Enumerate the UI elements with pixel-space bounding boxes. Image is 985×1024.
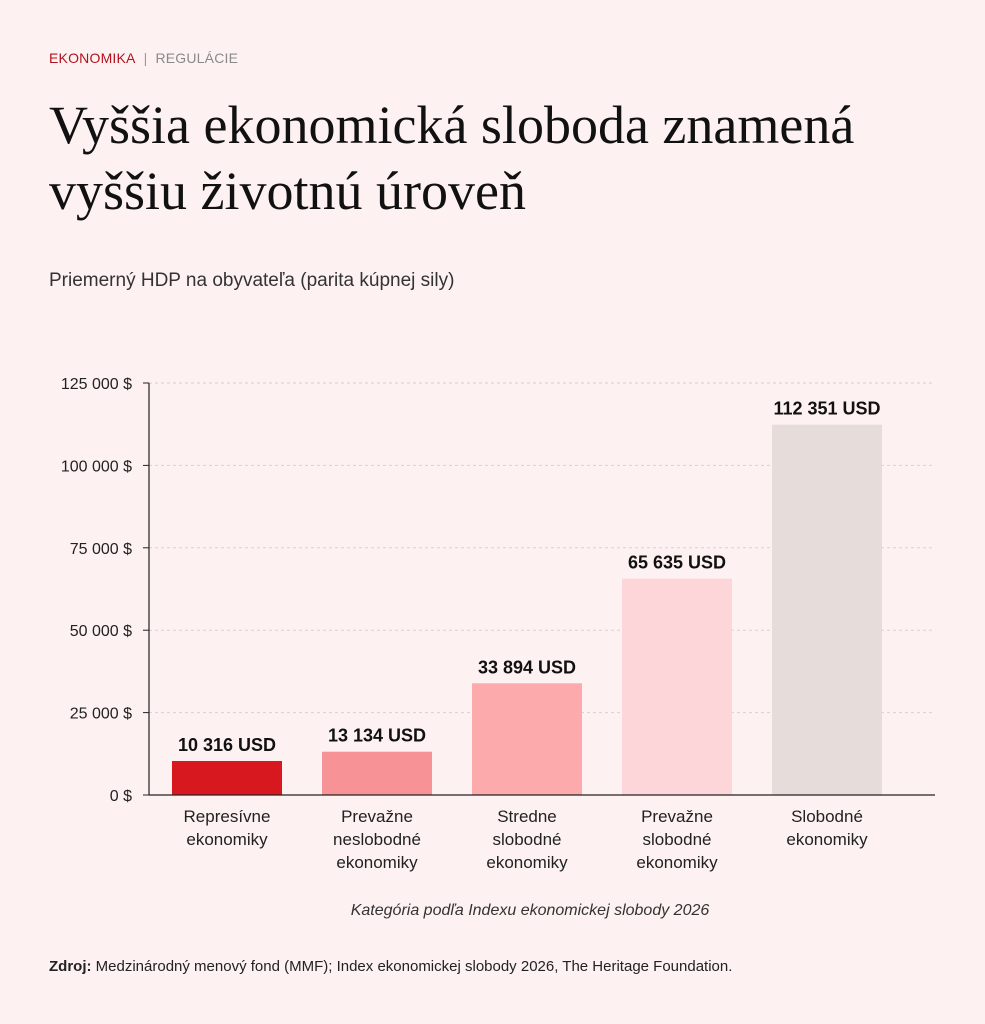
bar (472, 683, 582, 795)
x-tick-label: Represívne (183, 807, 271, 826)
y-tick-label: 100 000 $ (60, 458, 132, 476)
page-title: Vyššia ekonomická sloboda znamená vyššiu životnú úroveň (49, 95, 855, 221)
x-tick-label: slobodné (492, 830, 562, 849)
bar-chart (0, 360, 985, 930)
source-label: Zdroj: (49, 958, 92, 975)
y-tick-label: 25 000 $ (69, 705, 132, 723)
data-label: 112 351 USD (773, 398, 881, 419)
kicker-separator: | (143, 50, 148, 66)
chart-subtitle: Priemerný HDP na obyvateľa (parita kúpnej sily) (49, 270, 455, 291)
x-tick-label: ekonomiky (486, 853, 568, 872)
data-label: 10 316 USD (177, 734, 277, 755)
data-label: 65 635 USD (627, 552, 727, 573)
x-tick-label: ekonomiky (186, 830, 268, 849)
bar (322, 752, 432, 795)
source-text: Medzinárodný menový fond (MMF); Index ekonomickej slobody 2026, The Heritage Foundation. (91, 958, 733, 975)
x-tick-label: neslobodné (333, 830, 421, 849)
x-tick-label: Stredne (497, 807, 557, 826)
kicker (49, 50, 238, 66)
data-label: 33 894 USD (477, 657, 577, 678)
x-axis-title: Kategória podľa Indexu ekonomickej slobody 2026 (350, 902, 710, 919)
subcategory-link[interactable]: REGULÁCIE (155, 50, 239, 66)
x-tick-label: Prevažne (641, 807, 713, 826)
bar (772, 425, 882, 795)
x-tick-label: ekonomiky (636, 853, 718, 872)
x-tick-label: Slobodné (791, 807, 863, 826)
x-tick-label: ekonomiky (786, 830, 868, 849)
x-tick-label: ekonomiky (336, 853, 418, 872)
bar (622, 579, 732, 795)
category-link[interactable]: EKONOMIKA (49, 50, 136, 66)
y-tick-label: 125 000 $ (60, 376, 132, 393)
bar (172, 761, 282, 795)
x-tick-label: Prevažne (341, 807, 413, 826)
data-label: 13 134 USD (327, 725, 427, 746)
source-note (49, 958, 732, 975)
x-tick-label: slobodné (642, 830, 712, 849)
y-tick-label: 0 $ (109, 788, 132, 805)
y-tick-label: 50 000 $ (69, 623, 132, 641)
y-tick-label: 75 000 $ (69, 540, 132, 558)
